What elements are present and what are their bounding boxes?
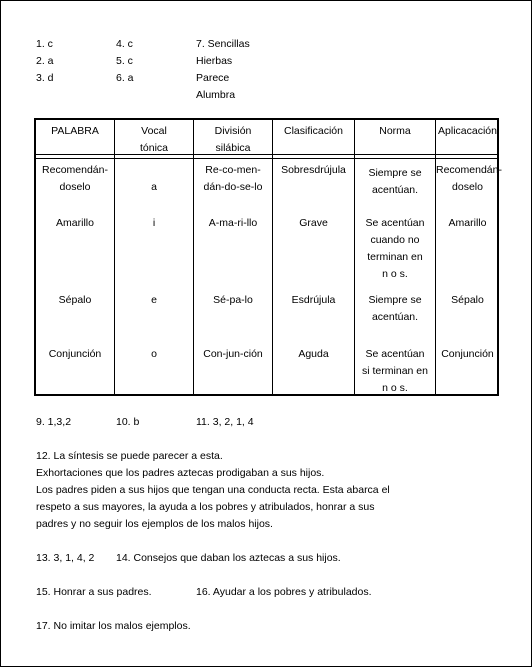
cell-vocal-tonica-row-3-line: e — [151, 294, 157, 306]
answer-7-word-3: Parece — [196, 72, 230, 84]
answer-12-paragraph — [36, 448, 390, 533]
answer-14: 14. Consejos que daban los aztecas a sus hijos. — [116, 552, 341, 564]
cell-norma-row-2-line: cuando no — [370, 234, 420, 246]
cell-norma-row-4-line: n o s. — [382, 382, 408, 394]
cell-norma-row-3-line: Siempre se — [368, 294, 422, 306]
paragraph-line-3: Los padres piden a sus hijos que tengan una conducta recta. Esta abarca el — [36, 484, 390, 496]
cell-vocal-tonica-row-3 — [115, 292, 193, 309]
cell-palabra-row-1-line: Recomendán- — [42, 164, 108, 176]
answer-10: 10. b — [116, 416, 140, 428]
cell-clasificacion-row-2-line: Grave — [299, 217, 328, 229]
cell-norma-row-1-line: Siempre se — [368, 167, 422, 179]
cell-aplicacion-row-2 — [436, 215, 499, 232]
header-division-silabica-line: División — [214, 125, 252, 137]
cell-clasificacion-row-3 — [273, 292, 354, 309]
cell-division-silabica-row-1-line: dán-do-se-lo — [203, 181, 263, 193]
cell-norma-row-4 — [355, 346, 435, 397]
cell-norma-row-1 — [355, 165, 435, 199]
cell-vocal-tonica-row-4 — [115, 346, 193, 363]
cell-division-silabica-row-2 — [194, 215, 272, 232]
cell-vocal-tonica-row-2 — [115, 215, 193, 232]
cell-division-silabica-row-3-line: Sé-pa-lo — [213, 294, 253, 306]
cell-clasificacion-row-4 — [273, 346, 354, 363]
header-division-silabica — [194, 123, 272, 157]
header-vocal-tonica — [115, 123, 193, 157]
cell-aplicacion-row-3 — [436, 292, 499, 309]
answer-1: 1. c — [36, 38, 53, 50]
cell-vocal-tonica-row-1-line: a — [151, 181, 157, 193]
header-clasificacion — [273, 123, 354, 140]
answer-9: 9. 1,3,2 — [36, 416, 72, 428]
cell-norma-row-2-line: n o s. — [382, 268, 408, 280]
cell-aplicacion-row-2-line: Amarillo — [448, 217, 487, 229]
answers-col-1 — [36, 36, 54, 87]
cell-norma-row-4-line: Se acentúan — [365, 348, 425, 360]
header-palabra-line: PALABRA — [51, 125, 99, 137]
answer-7-word-2: Hierbas — [196, 55, 233, 67]
cell-division-silabica-row-4-line: Con-jun-ción — [203, 348, 263, 360]
header-division-silabica-line: silábica — [215, 142, 251, 154]
cell-palabra-row-2-line: Amarillo — [56, 217, 94, 229]
header-aplicacion-line: Aplicacación — [438, 125, 497, 137]
cell-aplicacion-row-1 — [436, 162, 502, 196]
header-clasificacion-line: Clasificación — [284, 125, 343, 137]
cell-palabra-row-4 — [36, 346, 114, 363]
paragraph-line-5: padres y no seguir los ejemplos de los malos hijos. — [36, 518, 273, 530]
cell-clasificacion-row-2 — [273, 215, 354, 232]
cell-palabra-row-3-line: Sépalo — [58, 294, 92, 306]
cell-norma-row-1-line: acentúan. — [371, 184, 419, 196]
cell-palabra-row-4-line: Conjunción — [48, 348, 102, 360]
cell-palabra-row-1 — [36, 162, 114, 196]
cell-palabra-row-3 — [36, 292, 114, 309]
cell-norma-row-2 — [355, 215, 435, 283]
cell-norma-row-2-line: Se acentúan — [365, 217, 425, 229]
cell-division-silabica-row-1 — [194, 162, 272, 196]
cell-norma-row-3-line: acentúan. — [371, 311, 419, 323]
header-palabra — [36, 123, 114, 140]
answer-3: 3. d — [36, 72, 54, 84]
answers-col-2 — [116, 36, 134, 87]
answer-16: 16. Ayudar a los pobres y atribulados. — [196, 586, 372, 598]
answer-2: 2. a — [36, 55, 54, 67]
paragraph-line-2: Exhortaciones que los padres aztecas prodigaban a sus hijos. — [36, 467, 325, 479]
cell-clasificacion-row-1 — [273, 162, 354, 179]
cell-vocal-tonica-row-4-line: o — [151, 348, 157, 360]
cell-clasificacion-row-1-line: Sobresdrújula — [281, 164, 346, 176]
cell-aplicacion-row-3-line: Sépalo — [451, 294, 484, 306]
cell-clasificacion-row-3-line: Esdrújula — [291, 294, 336, 306]
answer-7-word-4: Alumbra — [196, 89, 236, 101]
cell-division-silabica-row-1-line: Re-co-men- — [205, 164, 261, 176]
paragraph-line-1: 12. La síntesis se puede parecer a esta. — [36, 450, 223, 462]
cell-aplicacion-row-1-line: doselo — [452, 181, 483, 193]
cell-division-silabica-row-4 — [194, 346, 272, 363]
cell-norma-row-2-line: terminan en — [367, 251, 423, 263]
answer-4: 4. c — [116, 38, 133, 50]
answers-col-3 — [196, 36, 250, 104]
accent-rules-table — [34, 118, 502, 396]
cell-vocal-tonica-row-1 — [115, 179, 193, 196]
cell-aplicacion-row-4 — [436, 346, 499, 363]
cell-division-silabica-row-3 — [194, 292, 272, 309]
header-norma-line: Norma — [379, 125, 411, 137]
cell-palabra-row-2 — [36, 215, 114, 232]
answer-17: 17. No imitar los malos ejemplos. — [36, 620, 191, 632]
answer-11: 11. 3, 2, 1, 4 — [196, 416, 254, 428]
cell-vocal-tonica-row-2-line: i — [152, 217, 156, 229]
cell-norma-row-3 — [355, 292, 435, 326]
answer-13: 13. 3, 1, 4, 2 — [36, 552, 95, 564]
answer-5: 5. c — [116, 55, 133, 67]
paragraph-line-4: respeto a sus mayores, la ayuda a los pobres y atribulados, honrar a sus — [36, 501, 375, 513]
cell-clasificacion-row-4-line: Aguda — [298, 348, 329, 360]
answer-15: 15. Honrar a sus padres. — [36, 586, 152, 598]
cell-palabra-row-1-line: doselo — [59, 181, 91, 193]
cell-division-silabica-row-2-line: A-ma-ri-llo — [208, 217, 258, 229]
cell-aplicacion-row-4-line: Conjunción — [441, 348, 494, 360]
cell-aplicacion-row-1-line: Recomendán- — [436, 164, 502, 176]
answer-6: 6. a — [116, 72, 134, 84]
header-aplicacion — [436, 123, 499, 140]
answer-7: 7. Sencillas — [196, 38, 250, 50]
header-vocal-tonica-line: tónica — [139, 142, 169, 154]
cell-norma-row-4-line: si terminan en — [362, 365, 428, 377]
header-vocal-tonica-line: Vocal — [141, 125, 167, 137]
header-norma — [355, 123, 435, 140]
